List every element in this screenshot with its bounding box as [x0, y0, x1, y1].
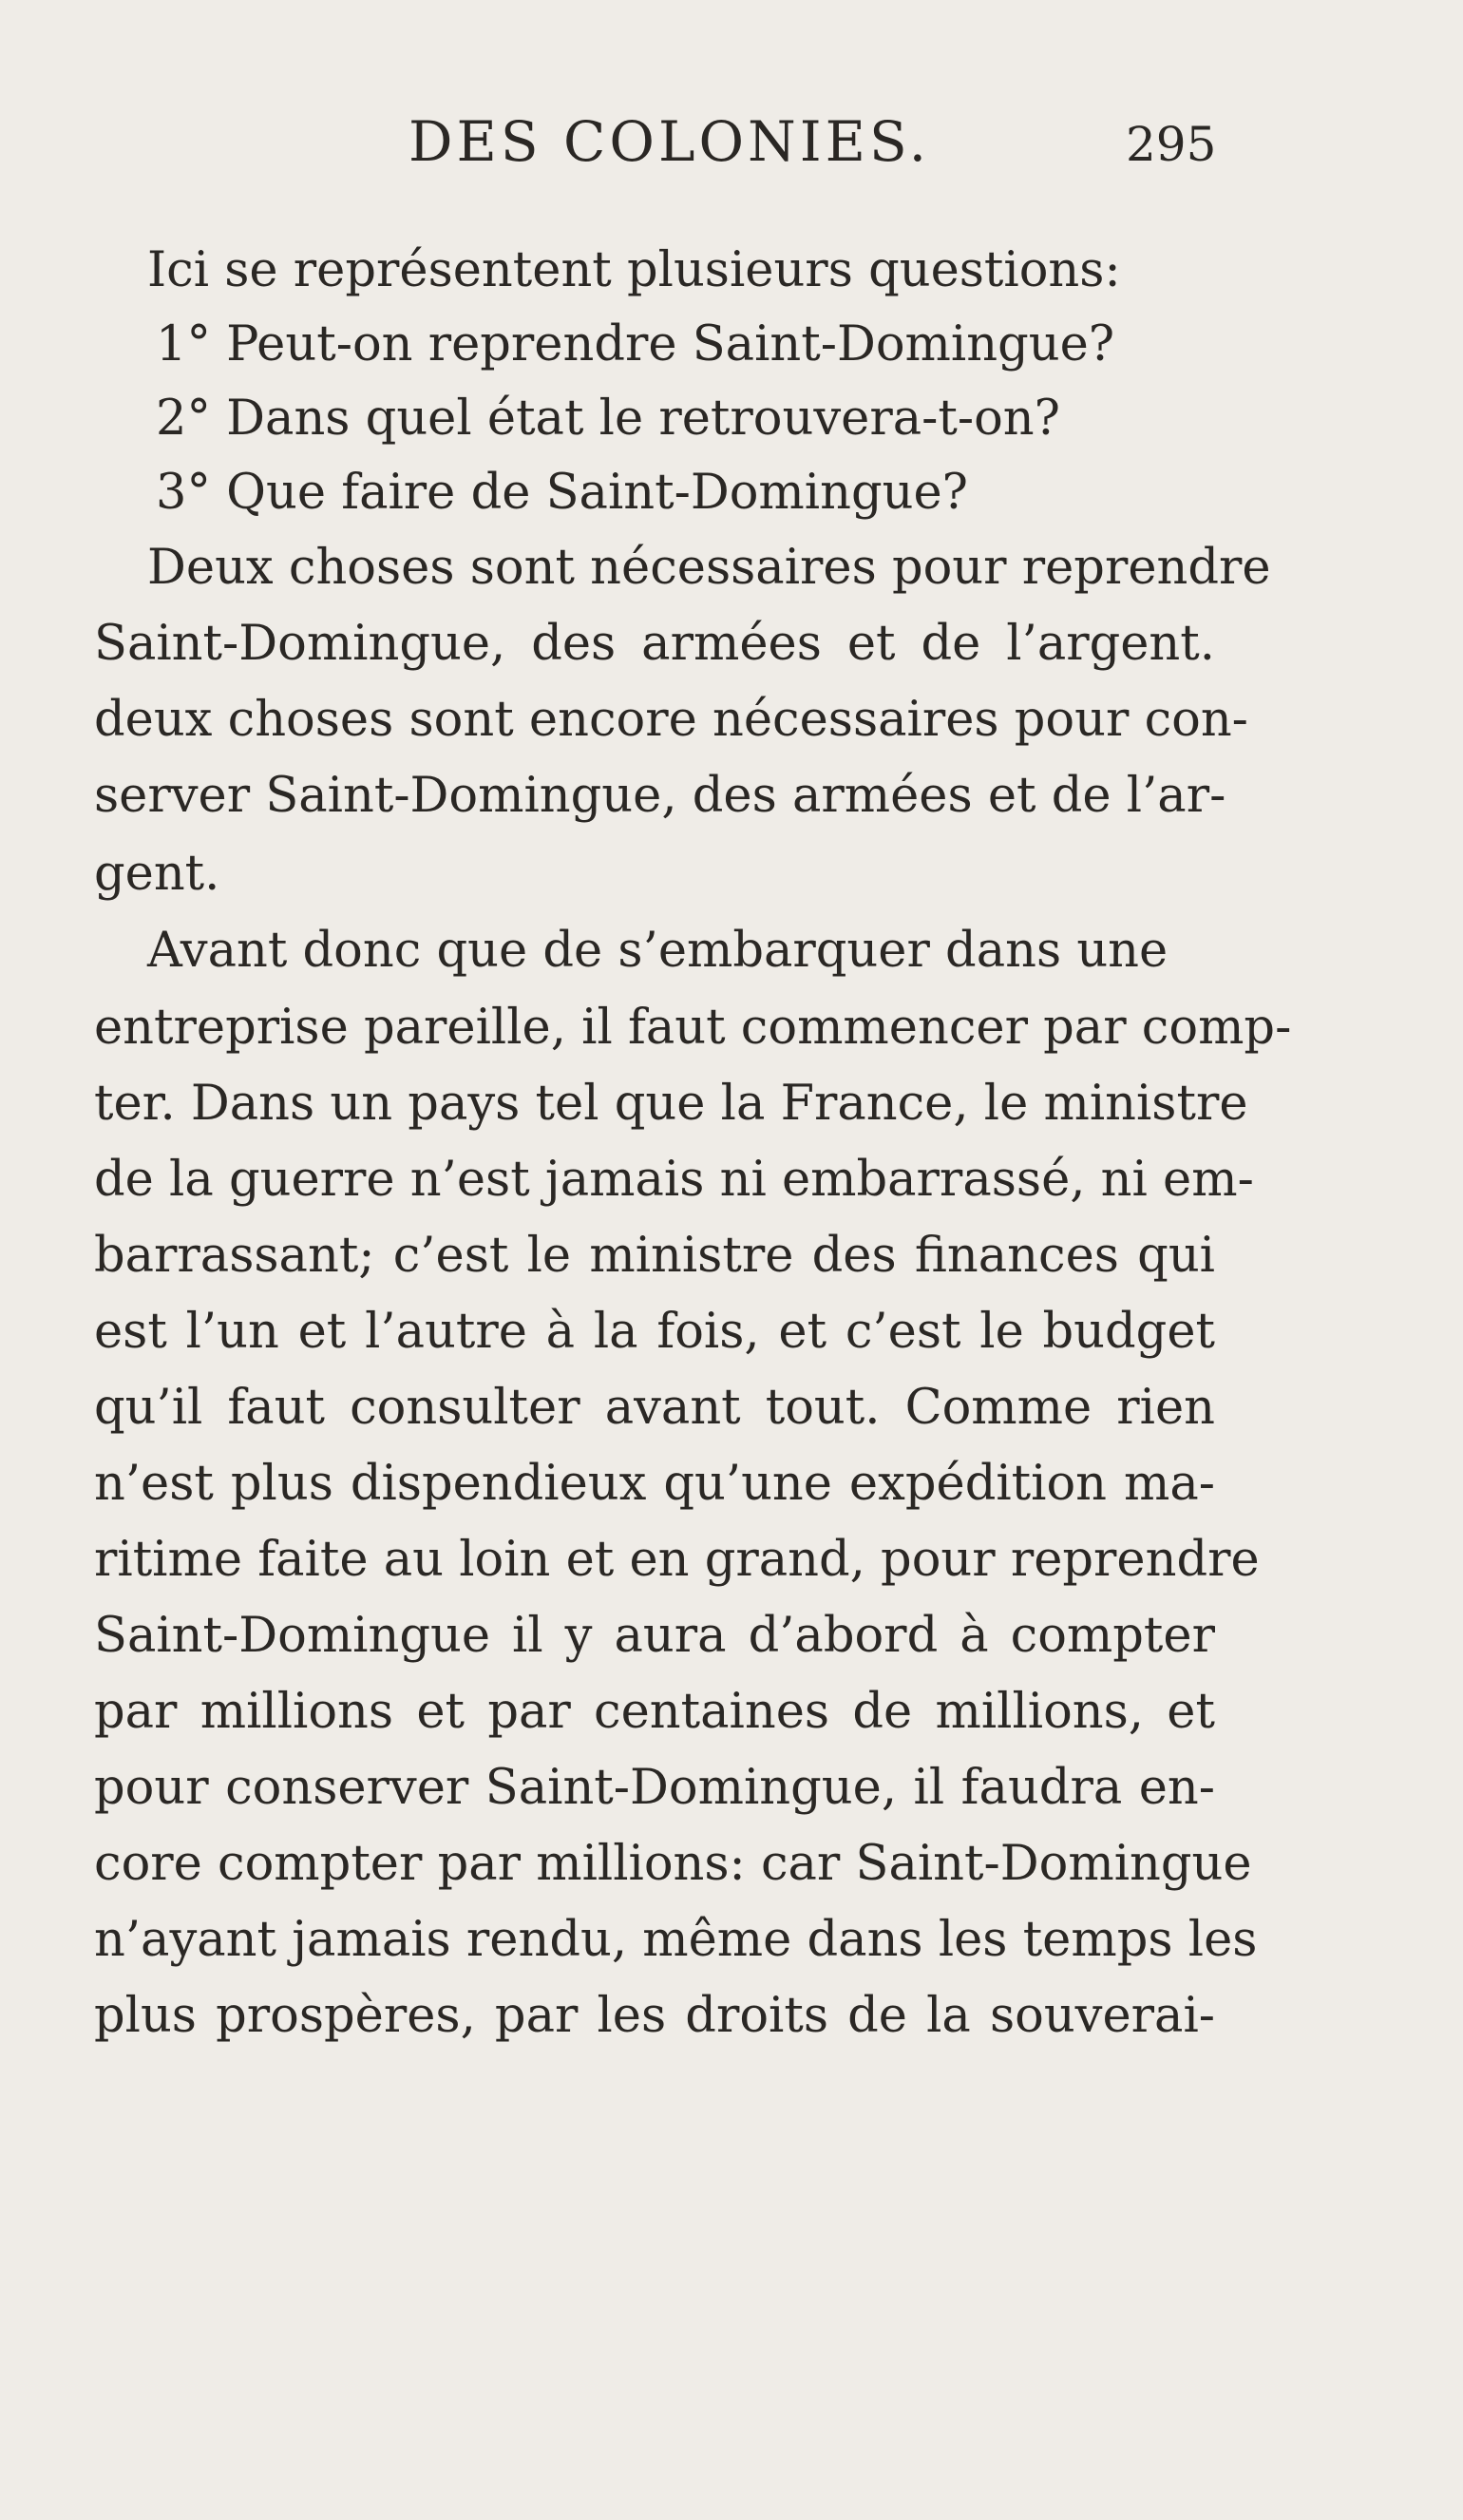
- text-line: ritime faite au loin et en grand, pour reprendre: [94, 1532, 1260, 1588]
- page-number: 295: [1126, 117, 1217, 172]
- text-line: 3° Que faire de Saint-Domingue?: [156, 465, 968, 521]
- text-line: ter. Dans un pays tel que la France, le ministre: [94, 1076, 1248, 1132]
- text-line: par millions et par centaines de millions, et: [94, 1684, 1215, 1740]
- text-line: gent.: [94, 846, 220, 902]
- text-line: deux choses sont encore nécessaires pour con-: [94, 692, 1248, 748]
- text-line: Deux choses sont nécessaires pour reprendre: [147, 540, 1271, 596]
- text-line: 2° Dans quel état le retrouvera-t-on?: [156, 391, 1060, 447]
- running-title: DES COLONIES.: [408, 109, 931, 174]
- text-line: server Saint-Domingue, des armées et de l’ar-: [94, 768, 1226, 824]
- text-line: Saint-Domingue, des armées et de l’argent.: [94, 616, 1215, 672]
- text-line: Saint-Domingue il y aura d’abord à compter: [94, 1608, 1215, 1664]
- text-line: n’est plus dispendieux qu’une expédition ma-: [94, 1456, 1215, 1512]
- text-line: 1° Peut-on reprendre Saint-Domingue?: [156, 316, 1115, 372]
- text-line: entreprise pareille, il faut commencer par comp-: [94, 1000, 1292, 1056]
- text-line: barrassant; c’est le ministre des finances qui: [94, 1228, 1215, 1284]
- text-line: n’ayant jamais rendu, même dans les temps les: [94, 1912, 1258, 1968]
- text-line: Ici se représentent plusieurs questions:: [147, 242, 1121, 298]
- running-header: [0, 109, 1463, 185]
- text-line: est l’un et l’autre à la fois, et c’est le budget: [94, 1304, 1215, 1360]
- text-line: plus prospères, par les droits de la souverai-: [94, 1988, 1215, 2044]
- text-line: de la guerre n’est jamais ni embarrassé, ni em-: [94, 1152, 1254, 1208]
- text-line: pour conserver Saint-Domingue, il faudra en-: [94, 1760, 1215, 1816]
- text-line: Avant donc que de s’embarquer dans une: [147, 923, 1168, 979]
- text-line: qu’il faut consulter avant tout. Comme rien: [94, 1380, 1215, 1436]
- text-line: core compter par millions: car Saint-Domingue: [94, 1836, 1252, 1892]
